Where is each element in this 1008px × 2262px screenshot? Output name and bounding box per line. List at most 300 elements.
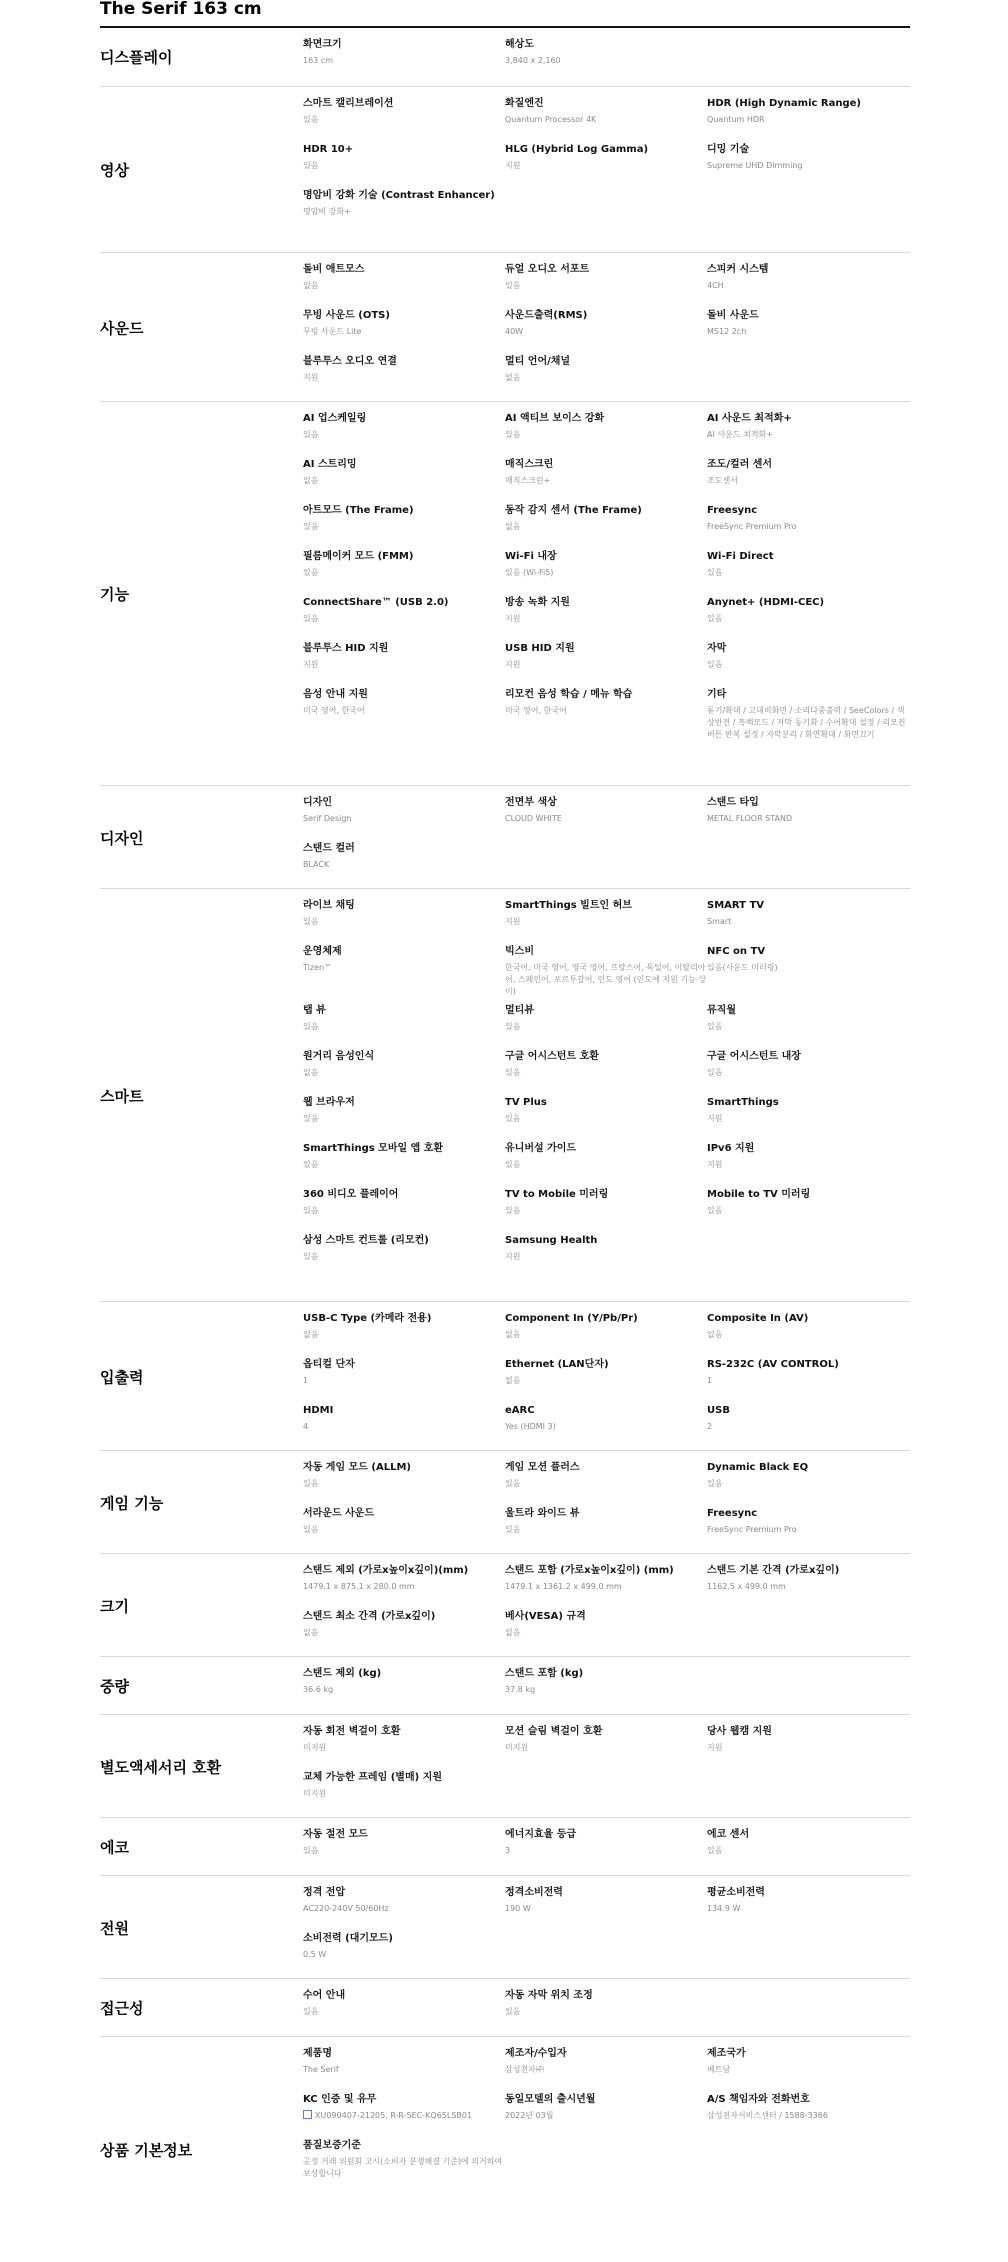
spec-section-design xyxy=(100,785,910,889)
spec-label: USB-C Type (카메라 전용) xyxy=(303,1313,432,1324)
spec-label: 필름메이커 모드 (FMM) xyxy=(303,551,414,562)
spec-value: 있음 xyxy=(505,1160,521,1169)
spec-value-row xyxy=(707,114,910,126)
spec-value: 1 xyxy=(707,1376,713,1385)
section-title: 에코 xyxy=(100,1838,129,1857)
spec-value: 없음 xyxy=(303,281,319,290)
spec-item xyxy=(505,1725,707,1771)
spec-value-row xyxy=(303,613,505,625)
spec-item xyxy=(707,596,910,642)
spec-value-row xyxy=(505,2006,707,2018)
spec-value: 1479.1 x 875.1 x 280.0 mm xyxy=(303,1582,415,1591)
spec-label: 스피커 시스템 xyxy=(707,264,769,275)
spec-label: 디자인 xyxy=(303,797,332,808)
spec-value-row xyxy=(707,2064,910,2076)
spec-label: 게임 모션 플러스 xyxy=(505,1462,580,1473)
spec-value-row xyxy=(303,1742,505,1754)
spec-value-row xyxy=(303,2006,505,2018)
spec-value-row xyxy=(505,521,707,533)
spec-value-row xyxy=(303,1788,505,1800)
spec-value: 37.8 kg xyxy=(505,1685,536,1694)
spec-item xyxy=(707,642,910,688)
spec-value: 3,840 x 2,160 xyxy=(505,56,561,65)
spec-item xyxy=(505,1667,707,1713)
spec-item xyxy=(505,143,707,189)
spec-item xyxy=(303,1507,505,1553)
spec-item xyxy=(303,309,505,355)
section-title: 스마트 xyxy=(100,1087,144,1105)
spec-label: 에너지효율 등급 xyxy=(505,1829,577,1840)
spec-item xyxy=(707,1050,910,1096)
spec-value-row xyxy=(707,567,910,579)
spec-value-row xyxy=(505,1684,707,1696)
spec-value: 있음 xyxy=(505,430,521,439)
section-title: 접근성 xyxy=(100,1999,144,2018)
spec-label: 화질엔진 xyxy=(505,98,544,109)
spec-label: 명암비 강화 기술 (Contrast Enhancer) xyxy=(303,190,495,201)
spec-item xyxy=(303,1358,505,1404)
spec-item xyxy=(505,1610,707,1656)
spec-section-gaming xyxy=(100,1450,910,1554)
spec-value-row xyxy=(303,114,505,126)
spec-label: 소비전력 (대기모드) xyxy=(303,1933,393,1944)
spec-section-accessory xyxy=(100,1714,910,1818)
spec-item xyxy=(303,642,505,688)
spec-value: 미국 영어, 한국어 xyxy=(505,706,567,715)
spec-item xyxy=(707,1461,910,1507)
spec-label: USB xyxy=(707,1405,730,1416)
spec-label: Anynet+ (HDMI-CEC) xyxy=(707,597,825,608)
spec-label: 자막 xyxy=(707,643,727,654)
spec-value-row xyxy=(505,1159,707,1171)
spec-item xyxy=(505,97,707,143)
spec-item xyxy=(505,1142,707,1188)
spec-label: 정격 전압 xyxy=(303,1887,346,1898)
spec-value: 없음 xyxy=(505,1330,521,1339)
spec-label: USB HID 지원 xyxy=(505,643,575,654)
spec-label: AI 액티브 보이스 강화 xyxy=(505,413,605,424)
spec-value-row xyxy=(505,813,707,825)
spec-value: 2 xyxy=(707,1422,713,1431)
spec-item xyxy=(303,1564,505,1610)
spec-value: AI 사운드 최적화+ xyxy=(707,430,773,439)
spec-section-product-info xyxy=(100,2036,910,2262)
spec-label: SmartThings xyxy=(707,1097,779,1108)
spec-value-row xyxy=(505,1251,707,1263)
spec-value: FreeSync Premium Pro xyxy=(707,1525,797,1534)
spec-label: 사운드출력(RMS) xyxy=(505,310,588,321)
spec-value: 지원 xyxy=(707,1114,723,1123)
spec-label: 자동 게임 모드 (ALLM) xyxy=(303,1462,411,1473)
spec-value: 삼성전자㈜ xyxy=(505,2065,544,2074)
spec-label: 전면부 색상 xyxy=(505,797,557,808)
spec-value: Quantum HDR xyxy=(707,115,765,124)
spec-value-row xyxy=(303,1949,505,1961)
spec-item xyxy=(505,1234,707,1280)
spec-value-row xyxy=(303,1845,505,1857)
product-title: The Serif 163 cm xyxy=(100,0,262,19)
spec-label: AI 업스케일링 xyxy=(303,413,367,424)
spec-label: 스마트 캘리브레이션 xyxy=(303,98,394,109)
spec-value: 미지원 xyxy=(505,1743,529,1752)
spec-value-row xyxy=(303,326,505,338)
spec-value-row xyxy=(303,55,505,67)
spec-value: Tizen™ xyxy=(303,963,333,972)
spec-value-row xyxy=(505,1524,707,1536)
spec-label: AI 사운드 최적화+ xyxy=(707,413,792,424)
spec-item xyxy=(303,899,505,945)
spec-label: SmartThings 빌트인 허브 xyxy=(505,900,632,911)
spec-value-row xyxy=(707,1421,910,1433)
spec-value-row xyxy=(303,1903,505,1915)
spec-value: 매직스크린+ xyxy=(505,476,551,485)
spec-section-accessibility xyxy=(100,1978,910,2037)
spec-item xyxy=(505,1004,707,1050)
spec-value-row xyxy=(303,2156,505,2186)
spec-item xyxy=(303,263,505,309)
spec-value-row xyxy=(505,1329,707,1341)
spec-label: 에코 센서 xyxy=(707,1829,750,1840)
spec-item xyxy=(303,596,505,642)
spec-value: 있음 xyxy=(303,1114,319,1123)
spec-value: 없음 xyxy=(505,1628,521,1637)
spec-item xyxy=(505,38,707,84)
spec-value: 조도센서 xyxy=(707,476,738,485)
spec-item xyxy=(505,1188,707,1234)
spec-value: 지원 xyxy=(505,614,521,623)
spec-label: 스탠드 제외 (kg) xyxy=(303,1668,382,1679)
spec-value: 지원 xyxy=(303,373,319,382)
spec-label: 정격소비전력 xyxy=(505,1887,563,1898)
spec-item xyxy=(303,1050,505,1096)
spec-value-row xyxy=(707,813,910,825)
spec-value: 한국어, 미국 영어, 영국 영어, 프랑스어, 독일어, 이탈리아어, 스페인어, 포르투갈어, 인도 영어 (인도에 지원 기능 상이) xyxy=(505,963,707,996)
spec-value-row xyxy=(707,475,910,487)
spec-item xyxy=(505,504,707,550)
spec-value: 있음 (Wi-Fi5) xyxy=(505,568,554,577)
spec-label: 빅스비 xyxy=(505,946,534,957)
spec-value: 있음 xyxy=(303,2007,319,2016)
spec-label: 듀얼 오디오 서포트 xyxy=(505,264,590,275)
spec-item xyxy=(303,1771,505,1817)
spec-value: 있음 xyxy=(303,917,319,926)
spec-value: 없음 xyxy=(505,373,521,382)
spec-value: 1162.5 x 499.0 mm xyxy=(707,1582,786,1591)
spec-label: HDR 10+ xyxy=(303,144,354,155)
spec-value: 있음 xyxy=(505,1114,521,1123)
section-title: 별도액세서리 호환 xyxy=(100,1758,222,1776)
spec-grid xyxy=(303,263,910,401)
spec-section-size xyxy=(100,1553,910,1657)
spec-label: 돌비 사운드 xyxy=(707,310,759,321)
spec-section-power xyxy=(100,1875,910,1979)
spec-value: 있음 xyxy=(505,2007,521,2016)
spec-item xyxy=(505,1886,707,1932)
spec-value-row xyxy=(303,1159,505,1171)
spec-item xyxy=(505,1564,707,1610)
spec-value-row xyxy=(303,1067,505,1079)
spec-item xyxy=(505,550,707,596)
spec-item xyxy=(303,1096,505,1142)
spec-label: 구글 어시스턴트 내장 xyxy=(707,1051,801,1062)
spec-value-row xyxy=(303,429,505,441)
spec-item xyxy=(303,189,505,235)
spec-value-row xyxy=(707,160,910,172)
spec-item xyxy=(303,458,505,504)
spec-label: 돌비 애트모스 xyxy=(303,264,365,275)
spec-value-row xyxy=(707,1113,910,1125)
spec-grid xyxy=(303,1989,910,2035)
spec-value: 없음 xyxy=(707,1330,723,1339)
spec-label: TV Plus xyxy=(505,1097,547,1108)
spec-value: 지원 xyxy=(707,1160,723,1169)
spec-value: XU090407-21205, R-R-SEC-KQ65LSB01 xyxy=(315,2111,473,2120)
section-title: 디자인 xyxy=(100,829,144,847)
spec-label: AI 스트리밍 xyxy=(303,459,357,470)
spec-value-row xyxy=(303,1684,505,1696)
spec-label: 조도/컬러 센서 xyxy=(707,459,773,470)
spec-item xyxy=(707,2047,910,2093)
spec-item xyxy=(303,796,505,842)
spec-value-row xyxy=(505,659,707,671)
spec-label: 360 비디오 플레이어 xyxy=(303,1189,399,1200)
spec-label: Component In (Y/Pb/Pr) xyxy=(505,1313,638,1324)
spec-value-row xyxy=(303,813,505,825)
spec-item xyxy=(303,1188,505,1234)
spec-item xyxy=(505,2047,707,2093)
spec-grid xyxy=(303,97,910,235)
kc-mark-icon xyxy=(303,2110,312,2119)
spec-value-row xyxy=(303,206,505,224)
spec-item xyxy=(303,1989,505,2035)
spec-value: 없음 xyxy=(303,476,319,485)
spec-value-row xyxy=(303,962,505,974)
spec-value-row xyxy=(303,280,505,292)
spec-value: 있음 xyxy=(707,568,723,577)
spec-value-row xyxy=(505,962,707,1004)
spec-value: 무빙 사운드 Lite xyxy=(303,327,362,336)
spec-value-row xyxy=(505,326,707,338)
spec-item xyxy=(505,688,707,734)
spec-value-row xyxy=(505,55,707,67)
spec-section-weight xyxy=(100,1656,910,1715)
spec-item xyxy=(303,842,505,888)
spec-item xyxy=(303,1725,505,1771)
spec-value: 190 W xyxy=(505,1904,531,1913)
spec-section-io xyxy=(100,1301,910,1451)
spec-item xyxy=(505,1828,707,1874)
spec-label: Freesync xyxy=(707,505,758,516)
spec-value: 있음 xyxy=(707,1479,723,1488)
spec-label: 삼성 스마트 컨트롤 (리모컨) xyxy=(303,1235,429,1246)
spec-grid xyxy=(303,412,910,747)
spec-item xyxy=(303,1312,505,1358)
section-title: 사운드 xyxy=(100,319,144,337)
spec-value-row xyxy=(303,1113,505,1125)
spec-item xyxy=(505,642,707,688)
spec-label: 매직스크린 xyxy=(505,459,554,470)
section-title: 게임 기능 xyxy=(100,1494,164,1512)
spec-item xyxy=(303,1828,505,1874)
spec-item xyxy=(707,550,910,596)
spec-value-row xyxy=(303,521,505,533)
spec-label: Freesync xyxy=(707,1508,758,1519)
spec-value: 지원 xyxy=(505,1252,521,1261)
spec-label: 탭 뷰 xyxy=(303,1005,326,1016)
spec-label: 품질보증기준 xyxy=(303,2140,361,2151)
spec-section-display xyxy=(100,28,910,86)
spec-label: NFC on TV xyxy=(707,946,766,957)
spec-value: 0.5 W xyxy=(303,1950,327,1959)
spec-item xyxy=(707,1358,910,1404)
spec-item xyxy=(505,2093,707,2139)
spec-value-row xyxy=(303,859,505,871)
spec-label: 멀티 언어/채널 xyxy=(505,356,571,367)
spec-value-row xyxy=(303,1478,505,1490)
spec-value-row xyxy=(505,613,707,625)
spec-section-sound xyxy=(100,252,910,402)
spec-value-row xyxy=(707,1159,910,1171)
spec-value-row xyxy=(303,1251,505,1263)
spec-item xyxy=(303,1004,505,1050)
spec-item xyxy=(303,1142,505,1188)
spec-label: Composite In (AV) xyxy=(707,1313,809,1324)
spec-value-row xyxy=(303,2110,505,2128)
spec-value-row xyxy=(505,1113,707,1125)
spec-item xyxy=(707,796,910,842)
spec-label: 스탠드 포함 (kg) xyxy=(505,1668,584,1679)
spec-value: 공정 거래 위원회 고시(소비자 분쟁해결 기준)에 의거하여 보상합니다 xyxy=(303,2157,503,2178)
spec-section-features xyxy=(100,401,910,786)
spec-label: 방송 녹화 지원 xyxy=(505,597,570,608)
spec-value: The Serif xyxy=(303,2065,339,2074)
spec-value-row xyxy=(303,705,505,717)
spec-label: 자동 절전 모드 xyxy=(303,1829,368,1840)
spec-value: 베트남 xyxy=(707,2065,731,2074)
spec-value: 있음 xyxy=(707,1206,723,1215)
spec-value: 지원 xyxy=(505,917,521,926)
spec-item xyxy=(505,1989,707,2035)
spec-section-smart xyxy=(100,888,910,1302)
spec-value: FreeSync Premium Pro xyxy=(707,522,797,531)
spec-value: 있음 xyxy=(303,522,319,531)
spec-value-row xyxy=(505,280,707,292)
spec-value-row xyxy=(707,1581,910,1593)
spec-item xyxy=(707,1886,910,1932)
spec-item xyxy=(707,1312,910,1358)
spec-grid xyxy=(303,1564,910,1656)
spec-label: 평균소비전력 xyxy=(707,1887,765,1898)
spec-value-row xyxy=(303,1375,505,1387)
spec-label: 교체 가능한 프레임 (별매) 지원 xyxy=(303,1772,442,1783)
spec-value-row xyxy=(303,160,505,172)
spec-label: Wi-Fi 내장 xyxy=(505,551,557,562)
spec-label: 스탠드 타입 xyxy=(707,797,759,808)
spec-item xyxy=(303,1404,505,1450)
spec-item xyxy=(303,2047,505,2093)
spec-value: Supreme UHD Dimming xyxy=(707,161,803,170)
spec-label: 자동 자막 위치 조정 xyxy=(505,1990,593,2001)
spec-value: 163 cm xyxy=(303,56,334,65)
spec-value-row xyxy=(303,475,505,487)
spec-value-row xyxy=(707,916,910,928)
spec-grid xyxy=(303,1725,910,1817)
spec-item xyxy=(707,1096,910,1142)
spec-value-row xyxy=(707,521,910,533)
spec-label: 구글 어시스턴트 호환 xyxy=(505,1051,599,1062)
spec-value-row xyxy=(707,326,910,338)
section-title: 상품 기본정보 xyxy=(100,2141,193,2159)
spec-item xyxy=(707,1828,910,1874)
spec-value-row xyxy=(303,1205,505,1217)
spec-value-row xyxy=(303,2064,505,2076)
spec-section-video xyxy=(100,86,910,253)
spec-value-row xyxy=(303,1421,505,1433)
spec-value-row xyxy=(505,372,707,384)
spec-label: HDMI xyxy=(303,1405,334,1416)
spec-label: 웹 브라우저 xyxy=(303,1097,355,1108)
spec-value: Quantum Processor 4K xyxy=(505,115,597,124)
spec-value: 있음 xyxy=(303,568,319,577)
spec-item xyxy=(303,2139,505,2186)
spec-item xyxy=(303,38,505,84)
spec-value-row xyxy=(505,114,707,126)
spec-value: 4 xyxy=(303,1422,309,1431)
spec-label: HDR (High Dynamic Range) xyxy=(707,98,861,109)
spec-value: 40W xyxy=(505,327,524,336)
spec-value: 지원 xyxy=(707,1743,723,1752)
spec-item xyxy=(505,945,707,1004)
spec-item xyxy=(707,688,910,747)
spec-value: 미국 영어, 한국어 xyxy=(303,706,365,715)
spec-value-row xyxy=(707,705,910,747)
spec-item xyxy=(707,1404,910,1450)
spec-item xyxy=(505,796,707,842)
spec-value: 없음 xyxy=(505,1376,521,1385)
spec-value-row xyxy=(707,1329,910,1341)
spec-value-row xyxy=(505,1845,707,1857)
spec-value: AC220-240V 50/60Hz xyxy=(303,1904,389,1913)
spec-value: 있음 xyxy=(303,1022,319,1031)
spec-item xyxy=(303,355,505,401)
spec-label: HLG (Hybrid Log Gamma) xyxy=(505,144,649,155)
spec-value-row xyxy=(303,1021,505,1033)
section-title: 입출력 xyxy=(100,1368,144,1386)
spec-value: 있음 xyxy=(505,281,521,290)
spec-value-row xyxy=(505,567,707,579)
spec-label: A/S 책임자와 전화번호 xyxy=(707,2094,810,2105)
spec-label: 라이브 채팅 xyxy=(303,900,355,911)
spec-label: 수어 안내 xyxy=(303,1990,346,2001)
spec-label: IPv6 지원 xyxy=(707,1143,755,1154)
spec-value-row xyxy=(707,2110,910,2122)
spec-label: 유니버설 가이드 xyxy=(505,1143,577,1154)
spec-label: 울트라 와이드 뷰 xyxy=(505,1508,580,1519)
spec-value-row xyxy=(505,1478,707,1490)
spec-value: 지원 xyxy=(505,161,521,170)
spec-item xyxy=(505,263,707,309)
spec-item xyxy=(303,1461,505,1507)
spec-item xyxy=(505,1461,707,1507)
spec-value-row xyxy=(505,429,707,441)
spec-item xyxy=(707,97,910,143)
spec-item xyxy=(707,945,910,991)
spec-value-row xyxy=(303,1524,505,1536)
spec-item xyxy=(505,1050,707,1096)
spec-item xyxy=(303,412,505,458)
spec-value: 있음 xyxy=(303,1252,319,1261)
spec-label: 뮤직월 xyxy=(707,1005,736,1016)
